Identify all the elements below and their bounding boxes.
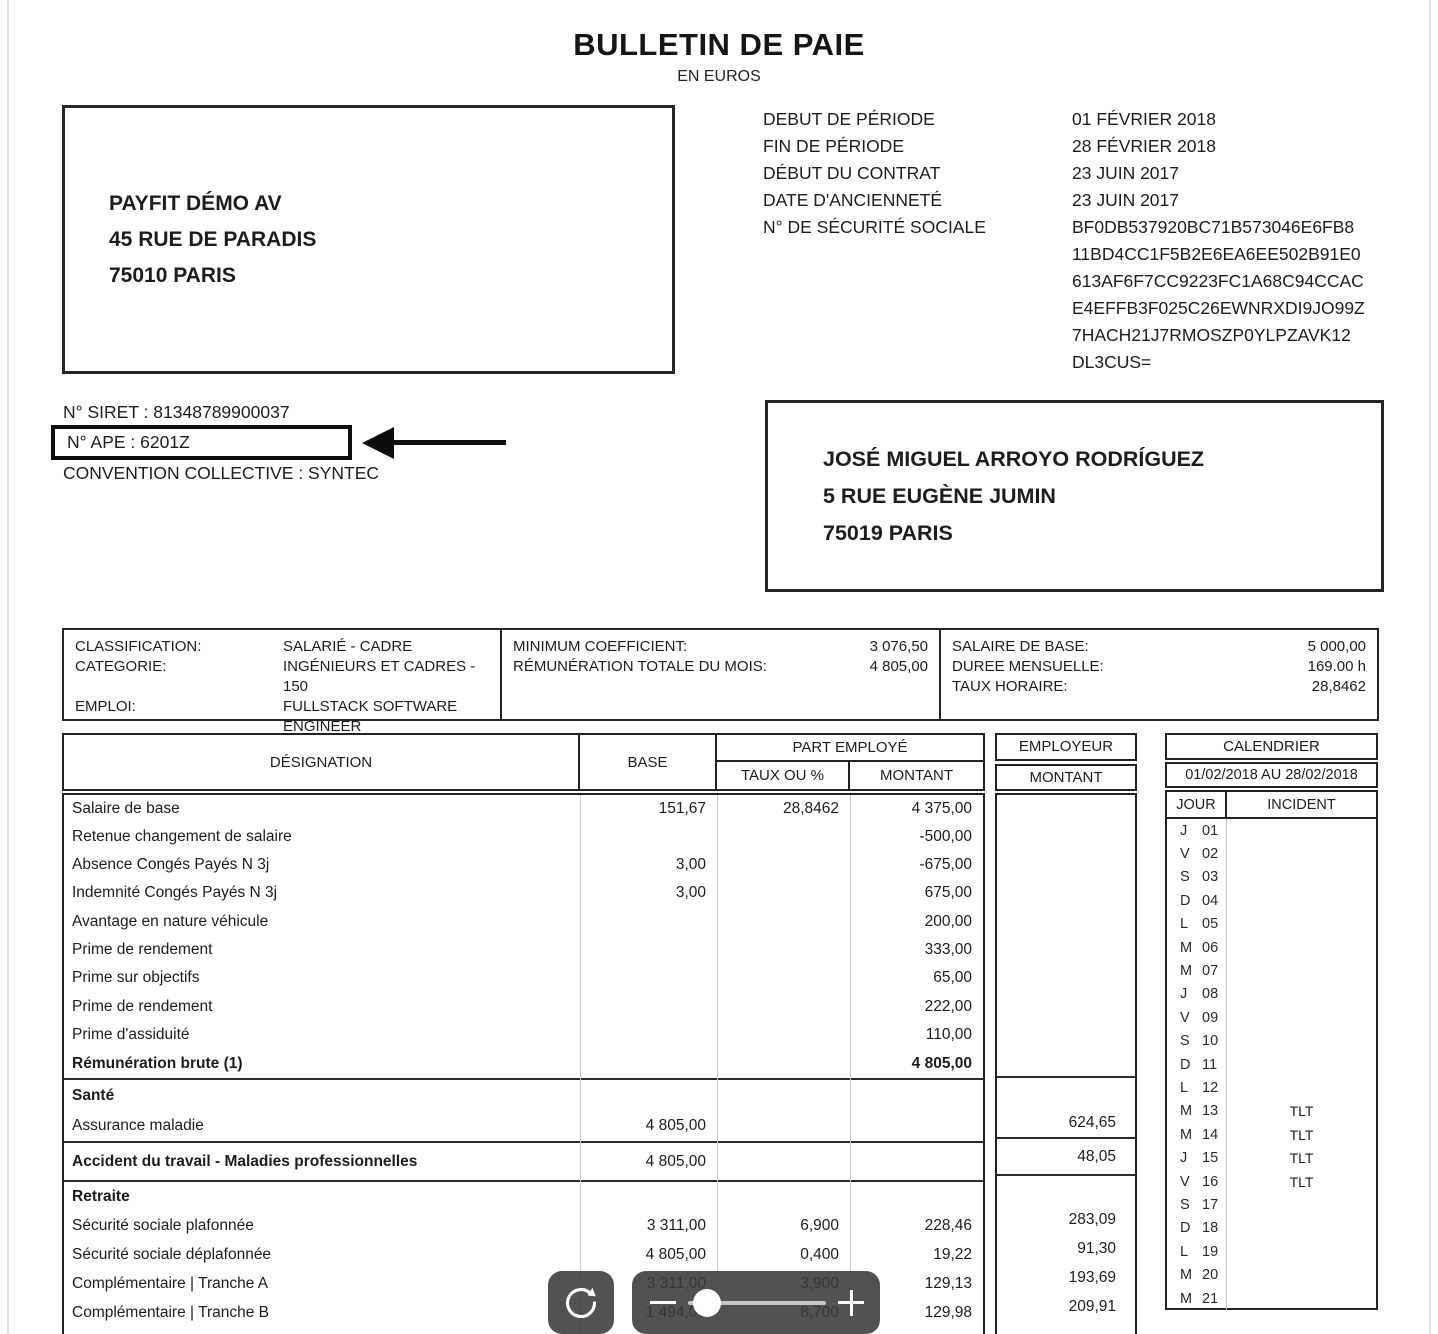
day-number: 10 [1202,1033,1219,1050]
employee-address-line2: 75019 PARIS [823,520,953,545]
day-letter: J [1180,1150,1188,1167]
day-number: 03 [1202,869,1219,886]
calendar-day-row [1167,866,1376,889]
header-designation: DÉSIGNATION [64,735,580,789]
day-number: 01 [1202,822,1219,839]
day-letter: M [1180,1103,1193,1120]
row-label: Rémunération brute (1) [72,1054,243,1072]
period-info [763,106,1403,376]
header-base: BASE [580,735,717,789]
company-name: PAYFIT DÉMO AV [109,191,282,215]
day-cell [1167,1006,1227,1029]
classification-row [75,657,489,697]
table-row [64,936,983,964]
calendar-day-row [1167,1123,1376,1146]
day-cell [1167,1170,1227,1193]
zoom-toolbar [632,1271,880,1334]
day-cell [1167,1030,1227,1053]
row-amount: 19,22 [933,1245,972,1263]
row-rate: 6,900 [800,1216,839,1234]
period-label: DÉBUT DU CONTRAT [763,163,941,183]
ssn-line: 7HACH21J7RMOSZP0YLPZAVK12 [1072,325,1351,345]
header-employeur: EMPLOYEUR [995,733,1137,761]
employee-address-line1: 5 RUE EUGÈNE JUMIN [823,483,1056,508]
period-row [763,160,1403,187]
company-address-line2: 75010 PARIS [109,263,236,287]
day-number: 05 [1202,916,1219,933]
day-cell [1167,1217,1227,1240]
employer-row [997,936,1135,964]
row-label: Retenue changement de salaire [72,828,292,845]
row-label: Prime sur objectifs [72,969,200,986]
day-cell [1167,1123,1227,1146]
row-label: Salaire de base [72,800,180,817]
employer-row [997,1234,1135,1263]
employer-row [997,1049,1135,1078]
calendar-days [1167,819,1376,1310]
field-value: 169.00 h [1307,658,1366,675]
day-number: 13 [1202,1103,1219,1120]
row-base: 3,00 [675,884,706,901]
row-label: Prime d'assiduité [72,1026,190,1043]
table-row [64,907,983,936]
company-address-line1: 45 RUE DE PARADIS [109,227,317,251]
row-label: Indemnité Congés Payés N 3j [72,884,278,901]
ssn-line: 613AF6F7CC9223FC1A68C94CCAC [1072,271,1364,291]
calendar-day-row [1167,1006,1376,1029]
day-number: 16 [1202,1173,1219,1190]
field-label: MINIMUM COEFFICIENT: [513,638,688,655]
employer-address-box [62,105,675,374]
table-row [64,1182,983,1211]
day-cell [1167,913,1227,936]
row-amount: 110,00 [925,1026,972,1043]
row-amount: -500,00 [919,828,972,845]
header-montant: MONTANT [879,767,954,784]
period-value: 01 FÉVRIER 2018 [1072,109,1216,129]
ssn-line: DL3CUS= [1072,352,1152,372]
coefficient-row [513,657,928,677]
collective-agreement: CONVENTION COLLECTIVE : SYNTEC [63,463,380,483]
period-label: N° DE SÉCURITÉ SOCIALE [763,217,986,237]
day-cell [1167,1053,1227,1076]
day-number: 12 [1202,1079,1219,1096]
row-amount: 228,46 [924,1216,972,1234]
period-row [763,133,1403,160]
column-divider [717,795,718,1334]
row-label: Retraite [72,1187,130,1205]
day-cell [1167,1287,1227,1310]
day-letter: L [1180,1243,1189,1260]
calendar-header [1167,792,1376,819]
day-letter: M [1180,963,1193,980]
employer-body [995,793,1137,1334]
day-letter: V [1180,1173,1190,1190]
table-row [64,1111,983,1143]
table-row [64,851,983,879]
calendar-incident-header: INCIDENT [1267,796,1336,813]
table-row [64,823,983,851]
field-label: CLASSIFICATION: [75,638,202,655]
ssn-line: BF0DB537920BC71B573046E6FB8 [1072,217,1355,237]
day-cell [1167,1193,1227,1216]
calendar-day-row [1167,959,1376,982]
day-letter: J [1180,822,1188,839]
row-base: 4 805,00 [645,1245,706,1263]
calendar-body [1165,790,1378,1310]
day-cell [1167,866,1227,889]
row-amount: 200,00 [924,912,972,930]
employer-header [995,733,1137,791]
day-cell [1167,1240,1227,1263]
day-letter: S [1180,869,1190,886]
field-value: 3 076,50 [869,638,928,655]
rotate-clockwise-icon [563,1285,599,1321]
day-incident: TLT [1289,1126,1314,1143]
period-value: 28 FÉVRIER 2018 [1072,136,1216,156]
zoom-slider[interactable] [688,1289,826,1317]
employer-row [997,1205,1135,1234]
day-number: 11 [1202,1056,1218,1073]
employer-row [997,1139,1135,1176]
field-label: RÉMUNÉRATION TOTALE DU MOIS: [513,658,767,675]
day-number: 20 [1202,1267,1219,1284]
ssn-value [1072,214,1365,376]
employer-row [997,1021,1135,1049]
row-amount: 675,00 [924,884,972,901]
day-incident: TLT [1289,1173,1314,1190]
row-amount: 4 805,00 [911,1054,972,1072]
ape-highlight-box [51,425,352,460]
employer-row [997,851,1135,879]
day-letter: D [1180,1220,1191,1237]
day-number: 17 [1202,1196,1219,1213]
coefficient-box [500,628,941,721]
row-rate: 28,8462 [782,800,839,817]
day-number: 14 [1202,1126,1219,1143]
zoom-slider-thumb[interactable] [693,1289,721,1317]
field-label: TAUX HORAIRE: [952,678,1068,695]
table-row [64,1211,983,1240]
row-base: 3 311,00 [646,1216,706,1234]
ape-number: N° APE : 6201Z [67,432,190,452]
field-value: INGÉNIEURS ET CADRES - 150 [283,658,476,695]
row-base: 4 805,00 [645,1117,706,1134]
field-label: EMPLOI: [75,698,136,715]
column-divider [850,795,851,1334]
day-cell [1167,1263,1227,1286]
header-employeur-montant: MONTANT [995,764,1137,792]
period-value: 23 JUIN 2017 [1072,190,1180,210]
zoom-out-button[interactable] [650,1301,676,1304]
row-amount: 129,98 [924,1303,972,1321]
table-row [64,1049,983,1080]
day-cell [1167,1146,1227,1169]
employer-row [997,823,1135,851]
table-body [62,793,985,1334]
row-label: Complémentaire | Tranche A [72,1274,269,1292]
calendar-day-row [1167,1240,1376,1263]
day-letter: L [1180,1079,1189,1096]
coefficient-row [513,637,928,657]
employer-row [997,879,1135,907]
row-employer-amount: 283,09 [1068,1210,1116,1228]
day-number: 09 [1202,1009,1219,1026]
day-letter: M [1180,1290,1193,1307]
rotate-button[interactable] [548,1271,614,1334]
table-row [64,1021,983,1049]
day-letter: D [1180,1056,1191,1073]
siret-number: N° SIRET : 81348789900037 [63,402,290,422]
salary-row [952,637,1366,657]
day-number: 19 [1202,1243,1219,1260]
day-number: 08 [1202,986,1219,1003]
row-label: Sécurité sociale plafonnée [72,1216,254,1234]
row-label: Complémentaire | Tranche B [72,1303,270,1321]
employer-row [997,1176,1135,1205]
row-employer-amount: 193,69 [1068,1268,1116,1286]
day-number: 15 [1202,1150,1219,1167]
employee-address-box [765,400,1384,592]
employer-row [997,992,1135,1021]
calendar-day-row [1167,913,1376,936]
table-header [62,733,985,791]
calendar-day-row [1167,1076,1376,1099]
row-label: Prime de rendement [72,941,213,958]
period-label: DATE D'ANCIENNETÉ [763,190,943,210]
salary-row [952,657,1366,677]
salary-row [952,677,1366,697]
row-employer-amount: 624,65 [1068,1114,1116,1131]
row-amount: 4 375,00 [911,800,972,817]
day-number: 07 [1202,963,1219,980]
calendar-day-row [1167,842,1376,865]
day-incident: TLT [1289,1150,1314,1167]
salary-base-box [939,628,1379,721]
row-rate: 0,400 [800,1245,839,1263]
row-label: Assurance maladie [72,1117,204,1134]
field-value: SALARIÉ - CADRE [283,638,413,655]
ssn-line: E4EFFB3F025C26EWNRXDI9JO99Z [1072,298,1365,318]
calendar-day-row [1167,1217,1376,1240]
period-value: 23 JUIN 2017 [1072,163,1180,183]
calendar-range: 01/02/2018 AU 28/02/2018 [1165,762,1378,788]
day-number: 06 [1202,939,1219,956]
day-letter: V [1180,846,1190,863]
field-label: CATEGORIE: [75,658,167,675]
header-taux: TAUX OU % [717,762,850,789]
row-amount: 129,13 [924,1274,972,1292]
field-value: FULLSTACK SOFTWARE ENGINEER [283,698,458,735]
day-incident: TLT [1289,1103,1314,1120]
day-cell [1167,842,1227,865]
employer-row [997,1109,1135,1139]
table-row [64,964,983,992]
classification-row [75,637,489,657]
calendar-title: CALENDRIER [1165,733,1378,760]
day-cell [1167,819,1227,842]
classification-box [62,628,502,735]
table-row [64,1143,983,1182]
field-label: SALAIRE DE BASE: [952,638,1089,655]
field-value: 28,8462 [1311,678,1366,695]
calendar-day-row [1167,1193,1376,1216]
day-number: 21 [1202,1290,1219,1307]
day-cell [1167,1100,1227,1123]
day-letter: V [1180,1009,1190,1026]
calendar-day-row [1167,1170,1376,1193]
table-row [64,992,983,1021]
row-label: Santé [72,1086,115,1104]
calendar-day-row [1167,819,1376,842]
calendar-day-row [1167,1263,1376,1286]
document-subtitle: EN EUROS [677,68,761,85]
row-employer-amount: 48,05 [1077,1147,1116,1165]
classification-row [75,697,489,737]
page-edge-right [1429,0,1431,1334]
calendar-day-row [1167,936,1376,959]
calendar-day-row [1167,1030,1376,1053]
row-label: Absence Congés Payés N 3j [72,856,270,873]
annotation-arrow-icon [362,427,394,459]
employer-row [997,964,1135,992]
calendar-day-row [1167,983,1376,1006]
day-cell [1167,889,1227,912]
row-amount: 65,00 [933,969,972,986]
row-amount: 222,00 [924,997,972,1015]
row-base: 3,00 [675,856,706,873]
employee-name: JOSÉ MIGUEL ARROYO RODRÍGUEZ [823,446,1205,471]
calendar-day-row [1167,1100,1376,1123]
period-row [763,214,1403,376]
row-amount: -675,00 [919,856,972,873]
row-employer-amount: 209,91 [1068,1297,1116,1315]
calendar-day-row [1167,889,1376,912]
field-value: 4 805,00 [869,658,928,675]
day-cell [1167,983,1227,1006]
zoom-in-button[interactable] [838,1290,864,1316]
calendar-jour-header: JOUR [1167,792,1227,817]
row-employer-amount: 91,30 [1077,1239,1116,1257]
column-divider [580,795,581,1334]
day-cell [1167,959,1227,982]
table-row [64,879,983,907]
ssn-line: 11BD4CC1F5B2E6EA6EE502B91E0 [1072,244,1361,264]
row-amount: 333,00 [924,941,972,958]
day-letter: M [1180,939,1193,956]
page-edge-left [7,0,9,1334]
row-label: Avantage en nature véhicule [72,912,269,930]
period-label: DEBUT DE PÉRIODE [763,109,935,129]
employer-row [997,907,1135,936]
calendar-day-row [1167,1287,1376,1310]
period-row [763,106,1403,133]
day-letter: L [1180,916,1189,933]
day-letter: J [1180,986,1188,1003]
day-letter: M [1180,1126,1193,1143]
day-number: 04 [1202,892,1219,909]
table-row [64,795,983,823]
row-label: Accident du travail - Maladies professionnelles [72,1152,418,1170]
field-value: 5 000,00 [1307,638,1366,655]
day-cell [1167,936,1227,959]
calendar-day-row [1167,1146,1376,1169]
employer-row [997,1078,1135,1109]
day-letter: S [1180,1196,1190,1213]
row-label: Sécurité sociale déplafonnée [72,1245,272,1263]
calendar-day-row [1167,1053,1376,1076]
employer-row [997,795,1135,823]
annotation-arrow-tail [392,440,506,445]
day-number: 02 [1202,846,1219,863]
row-base: 4 805,00 [645,1152,706,1170]
employer-row [997,1263,1135,1292]
row-base: 151,67 [658,800,706,817]
day-cell [1167,1076,1227,1099]
period-row [763,187,1403,214]
table-row [64,1080,983,1111]
day-number: 18 [1202,1220,1219,1237]
document-title: BULLETIN DE PAIE [573,27,865,62]
field-label: DUREE MENSUELLE: [952,658,1104,675]
day-letter: S [1180,1033,1190,1050]
row-label: Prime de rendement [72,997,213,1015]
header-part-employe: PART EMPLOYÉ [717,735,983,762]
day-letter: M [1180,1267,1193,1284]
day-letter: D [1180,892,1191,909]
table-row [64,1240,983,1269]
period-label: FIN DE PÉRIODE [763,136,904,156]
employer-row [997,1292,1135,1321]
